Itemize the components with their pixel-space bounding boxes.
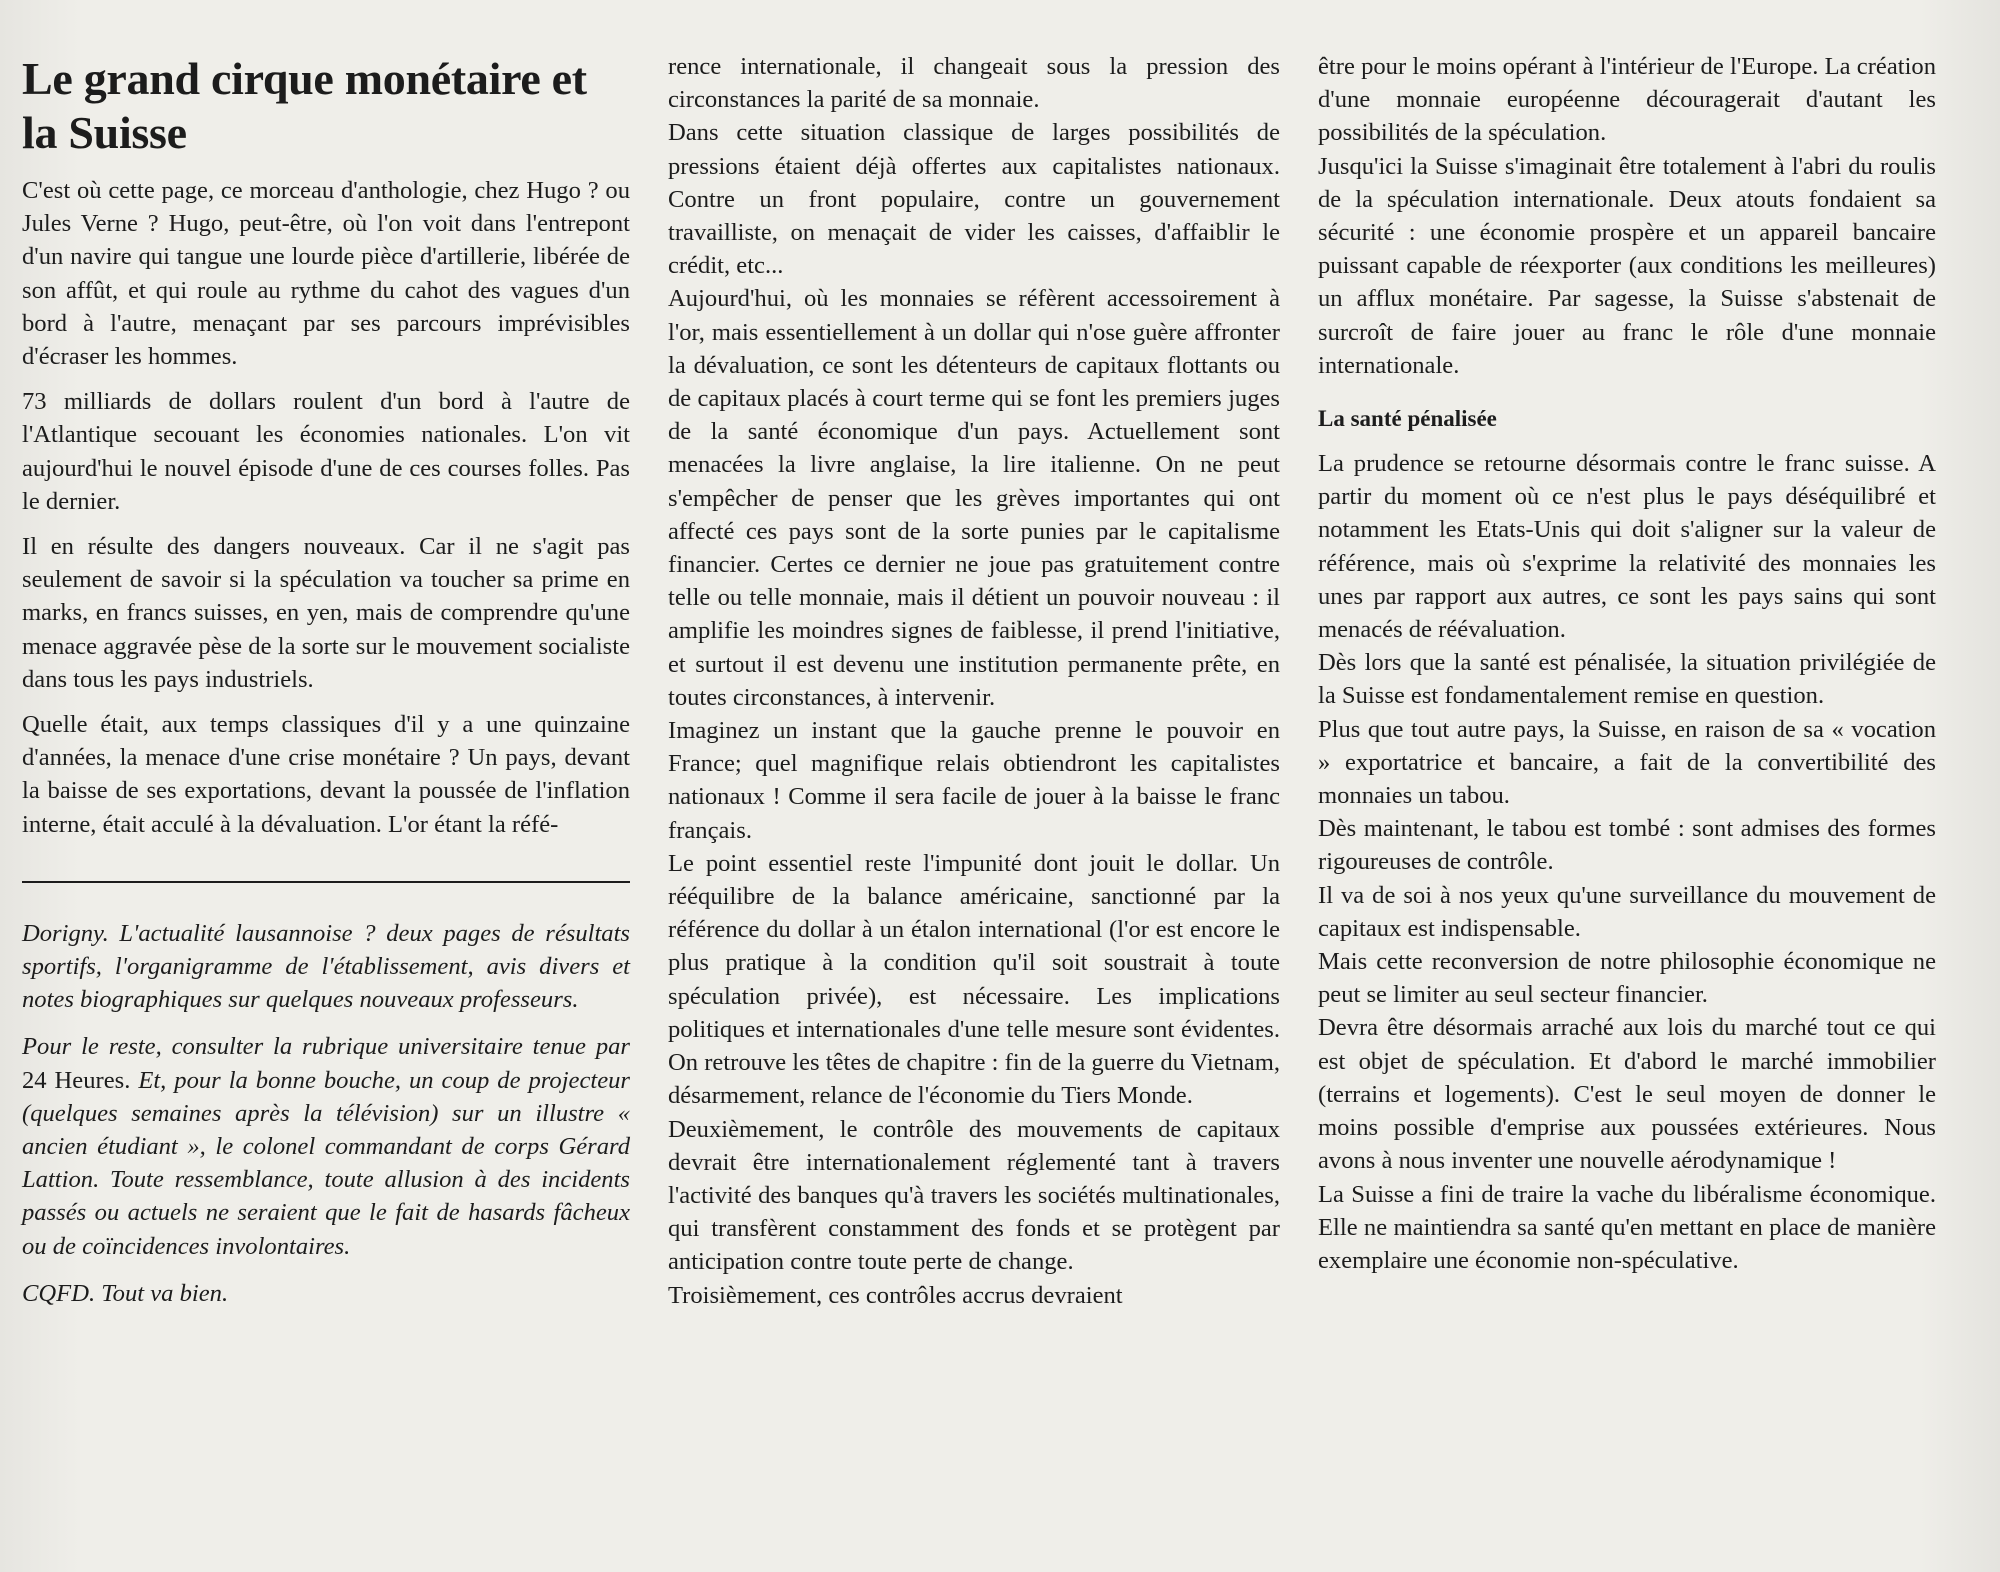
article-paragraph: Imaginez un instant que la gauche prenne le pouvoir en France; quel magnifique relais obtiendront les capitalistes nationaux ! Comme il sera facile de jouer à la baisse le franc français. xyxy=(668,717,1280,844)
article-paragraph: Deuxièmement, le contrôle des mouvements de capitaux devrait être internationalement réglementé tant à travers l'activité des banques qu'à travers les sociétés multinationales, qui transfèrent constamment des fonds et se protègent par anticipation contre toute perte de change. xyxy=(668,1115,1280,1276)
article-paragraph: La prudence se retourne désormais contre le franc suisse. A partir du moment où ce n'est plus le pays déséquilibré et notamment les Etats-Unis qui doit s'aligner sur la valeur de référence, mais où s'exprime la relativité des monnaies les unes par rapport aux autres, ce sont les pays sains qui sont menacés de réévaluation. xyxy=(1318,450,1936,644)
article-paragraph: Dans cette situation classique de larges possibilités de pressions étaient déjà offertes aux capitalistes nationaux. Contre un front populaire, contre un gouvernement travailliste, on menaçait de vider les caisses, d'affaiblir le crédit, etc... xyxy=(668,119,1280,280)
article-paragraph: Devra être désormais arraché aux lois du marché tout ce qui est objet de spéculation. Et d'abord le marché immobilier (terrains et logements). C'est le seul moyen de donner le moins possible d'emprise aux poussées extérieures. Nous avons à nous inventer une nouvelle aérodynamique ! xyxy=(1318,1014,1936,1175)
column-1 xyxy=(22,52,630,1324)
article-paragraph: Troisièmement, ces contrôles accrus devraient xyxy=(668,1281,1123,1309)
note-paragraph: Dorigny. L'actualité lausannoise ? deux pages de résultats sportifs, l'organigramme de l'établissement, avis divers et notes biographiques sur quelques nouveaux professeurs. xyxy=(22,919,630,1014)
note-paragraph xyxy=(22,1030,630,1262)
article-paragraph: Il en résulte des dangers nouveaux. Car il ne s'agit pas seulement de savoir si la spéculation va toucher sa prime en marks, en francs suisses, en yen, mais de comprendre qu'une menace aggravée pèse de la sorte sur le mouvement socialiste dans tous les pays industriels. xyxy=(22,533,630,693)
article-paragraph: 73 milliards de dollars roulent d'un bord à l'autre de l'Atlantique secouant les économies nationales. L'on vit aujourd'hui le nouvel épisode d'une de ces courses folles. Pas le dernier. xyxy=(22,388,630,515)
note-text: Pour le reste, consulter la rubrique universitaire tenue par xyxy=(22,1033,630,1061)
article-paragraph: Jusqu'ici la Suisse s'imaginait être totalement à l'abri du roulis de la spéculation internationale. Deux atouts fondaient sa sécurité : une économie prospère et un appareil bancaire puissant capable de réexporter (aux conditions les meilleures) un afflux monétaire. Par sagesse, la Suisse s'abstenait de surcroît de faire jouer au franc le rôle d'une monnaie internationale. xyxy=(1318,152,1936,379)
section-subheading: La santé pénalisée xyxy=(1318,406,1497,432)
article-paragraph: Quelle était, aux temps classiques d'il y a une quinzaine d'années, la menace d'une crise monétaire ? Un pays, devant la baisse de ses exportations, devant la poussée de l'inflation interne, était acculé à la dévaluation. L'or étant la réfé- xyxy=(22,711,630,838)
article-paragraph: Aujourd'hui, où les monnaies se réfèrent accessoirement à l'or, mais essentiellement à un dollar qui n'ose guère affronter la dévaluation, ce sont les détenteurs de capitaux flottants ou de capitaux placés à court terme qui se font les premiers juges de la santé économique d'un pays. Actuellement sont menacées la livre anglaise, la lire italienne. On ne peut s'empêcher de penser que les grèves importantes qui ont affecté ces pays sont de la sorte punies par le capitalisme financier. Certes ce dernier ne joue pas gratuitement contre telle ou telle monnaie, mais il détient un pouvoir nouveau : il amplifie les moindres signes de faiblesse, il prend l'initiative, et surtout il est devenu une institution permanente prête, en toutes circonstances, à intervenir. xyxy=(668,285,1280,711)
article-paragraph: Mais cette reconversion de notre philosophie économique ne peut se limiter au seul secteur financier. xyxy=(1318,948,1936,1009)
article-paragraph: Il va de soi à nos yeux qu'une surveillance du mouvement de capitaux est indispensable. xyxy=(1318,881,1936,942)
note-text: Et, pour la bonne bouche, un coup de projecteur (quelques semaines après la télévision) sur un illustre « ancien étudiant », le colonel commandant de corps Gérard Lattion. Toute ressemblance, toute allusion à des incidents passés ou actuels ne seraient que le fait de hasards fâcheux ou de coïncidences involontaires. xyxy=(22,1066,630,1260)
column-3 xyxy=(1318,50,1936,1277)
note-paragraph: CQFD. Tout va bien. xyxy=(22,1279,229,1307)
section-divider xyxy=(22,881,630,883)
article-paragraph: C'est où cette page, ce morceau d'anthologie, chez Hugo ? ou Jules Verne ? Hugo, peut-être, où l'on voit dans l'entrepont d'un navire qui tangue une lourde pièce d'artillerie, libérée de son affût, et qui roule au rythme du cahot des vagues d'un bord à l'autre, menaçant par ses parcours imprévisibles d'écraser les hommes. xyxy=(22,177,630,371)
column-2 xyxy=(668,50,1280,1312)
article-paragraph: La Suisse a fini de traire la vache du libéralisme économique. Elle ne maintiendra sa santé qu'en mettant en place de manière exemplaire une économie non-spéculative. xyxy=(1318,1180,1936,1274)
article-title: Le grand cirque monétaire et la Suisse xyxy=(22,53,587,158)
article-paragraph: Plus que tout autre pays, la Suisse, en raison de sa « vocation » exportatrice et bancaire, a fait de la convertibilité des monnaies un tabou. xyxy=(1318,715,1936,810)
article-paragraph: être pour le moins opérant à l'intérieur de l'Europe. La création d'une monnaie européenne découragerait d'autant les possibilités de la spéculation. xyxy=(1318,53,1936,147)
article-paragraph: rence internationale, il changeait sous la pression des circonstances la parité de sa monnaie. xyxy=(668,53,1280,114)
article-paragraph: Le point essentiel reste l'impunité dont jouit le dollar. Un rééquilibre de la balance américaine, sanctionné par la référence du dollar à un étalon international (l'or est encore le plus pratique à la condition qu'il soit soustrait à toute spéculation privée), est nécessaire. Les implications politiques et internationales d'une telle mesure sont évidentes. On retrouve les têtes de chapitre : fin de la guerre du Vietnam, désarmement, relance de l'économie du Tiers Monde. xyxy=(668,849,1280,1110)
article-paragraph: Dès maintenant, le tabou est tombé : sont admises des formes rigoureuses de contrôle. xyxy=(1318,815,1936,876)
article-paragraph: Dès lors que la santé est pénalisée, la situation privilégiée de la Suisse est fondamentalement remise en question. xyxy=(1318,649,1936,710)
side-note xyxy=(22,917,630,1310)
newspaper-name: 24 Heures. xyxy=(22,1066,131,1094)
